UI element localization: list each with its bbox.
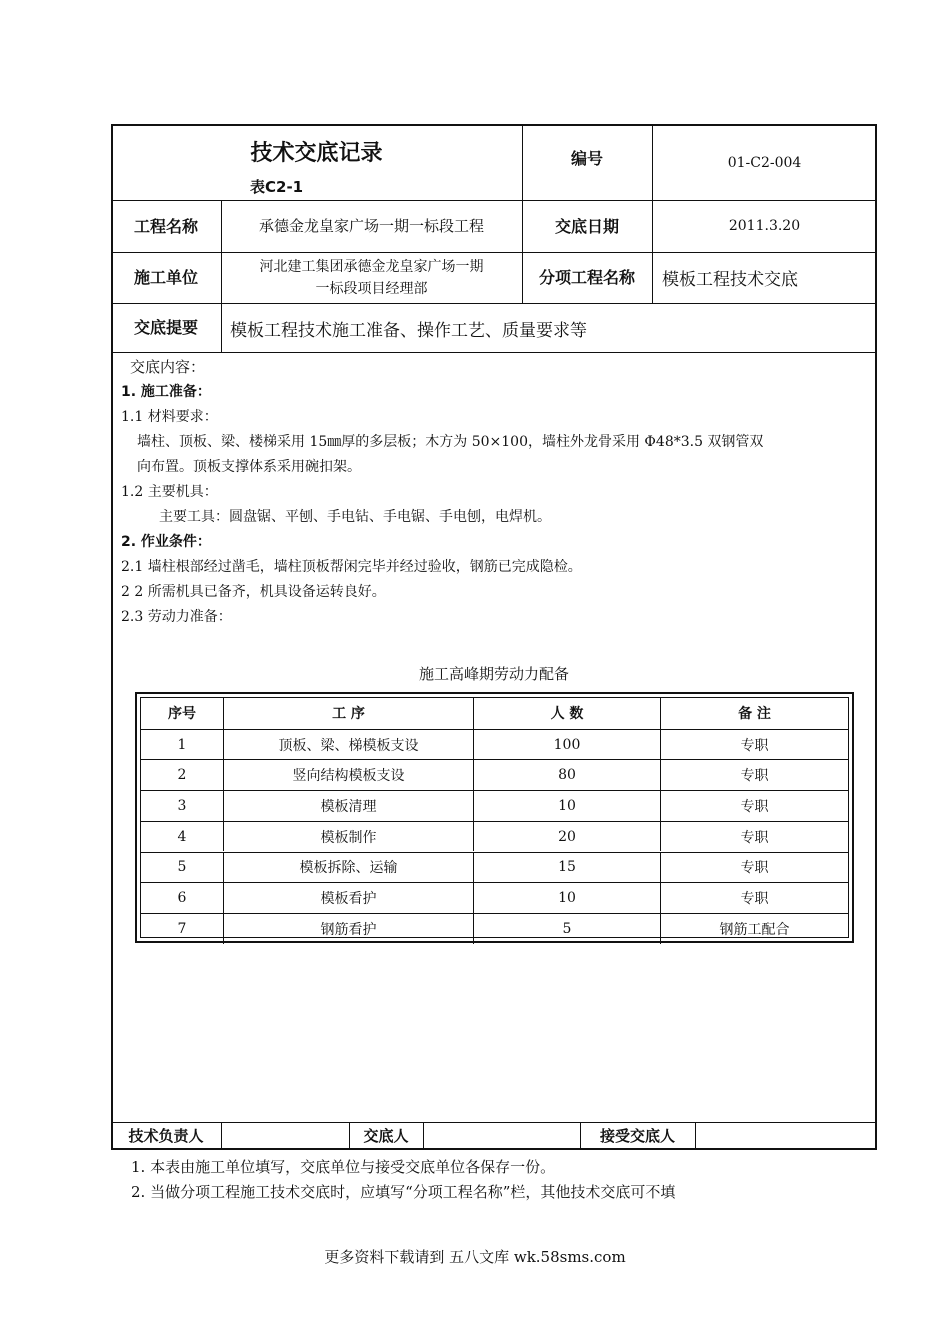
table-cell: 4 [177,828,187,845]
table-row [141,913,848,944]
unit-value-line1: 河北建工集团承德金龙皇家广场一期 [259,259,484,275]
table-cell: 专职 [660,822,848,852]
table-cell: 15 [473,853,660,883]
table-cell: 80 [473,760,660,790]
section-1-1-text: 墙柱、顶板、梁、楼梯采用 15㎜厚的多层板；木方为 50×100，墙柱外龙骨采用 Φ48*3.5 双钢管双 [137,434,764,450]
summary-value: 模板工程技术施工准备、操作工艺、质量要求等 [230,321,587,341]
date-value: 2011.3.20 [728,218,801,235]
table-header-cell: 序号 [168,706,196,723]
section-2-2: 2 2 所需机具已备齐，机具设备运转良好。 [121,584,386,600]
table-cell: 专职 [660,791,848,821]
table-header-cell: 工 序 [223,698,473,729]
tech-lead-label: 技术负责人 [128,1126,204,1145]
table-header-row [141,698,848,729]
section-2-title: 2. 作业条件： [121,534,211,550]
table-cell: 钢筋工配合 [660,914,848,944]
unit-value [221,256,522,300]
grid-line [695,1122,696,1150]
grid-line [423,1122,424,1150]
table-cell: 专职 [660,883,848,913]
table-cell: 钢筋看护 [223,914,473,944]
unit-value-line2: 一标段项目经理部 [315,281,428,297]
project-name-value: 承德金龙皇家广场一期一标段工程 [258,217,484,236]
table-cell: 顶板、梁、梯模板支设 [223,730,473,760]
table-row [141,852,848,883]
table-cell: 竖向结构模板支设 [223,760,473,790]
section-1-1-text-cont: 向布置。顶板支撑体系采用碗扣架。 [137,459,361,475]
section-1-2: 1.2 主要机具： [121,484,218,500]
labor-table-inner [140,697,849,938]
project-name-label: 工程名称 [133,216,198,236]
summary-label: 交底提要 [133,318,198,338]
section-1-2-text: 主要工具：圆盘锯、平刨、手电钻、手电锯、手电刨，电焊机。 [159,509,551,525]
labor-table-caption: 施工高峰期劳动力配备 [418,665,569,683]
note-1: 1. 本表由施工单位填写，交底单位与接受交底单位各保存一份。 [131,1158,556,1176]
number-label: 编号 [570,149,603,169]
grid-line [221,1122,222,1150]
table-header-cell: 人 数 [473,698,660,729]
form-subtitle: 表C2-1 [250,178,304,196]
section-2-1: 2.1 墙柱根部经过凿毛，墙柱顶板帮闲完毕并经过验收，钢筋已完成隐检。 [121,559,582,575]
footer-download-text: 更多资料下载请到 五八文库 wk.58sms.com [324,1248,626,1266]
form-title: 技术交底记录 [250,141,383,166]
table-cell: 专职 [660,853,848,883]
table-cell: 5 [473,914,660,944]
table-row [141,729,848,760]
table-cell: 模板制作 [223,822,473,852]
table-cell: 专职 [660,730,848,760]
table-cell: 100 [473,730,660,760]
table-cell: 7 [177,920,187,937]
section-2-3: 2.3 劳动力准备： [121,609,232,625]
table-cell: 模板看护 [223,883,473,913]
receiver-label: 接受交底人 [599,1126,675,1145]
table-cell: 20 [473,822,660,852]
grid-line [111,352,877,353]
table-cell: 专职 [660,760,848,790]
table-cell: 5 [177,859,187,876]
sub-project-label: 分项工程名称 [538,268,635,288]
unit-label: 施工单位 [133,268,198,288]
table-cell: 1 [177,736,187,753]
number-value: 01-C2-004 [727,154,802,171]
date-label: 交底日期 [554,216,619,236]
grid-line [111,252,877,253]
note-2: 2. 当做分项工程施工技术交底时，应填写“分项工程名称”栏，其他技术交底可不填 [131,1183,676,1201]
table-header-cell: 备 注 [660,698,848,729]
discloser-label: 交底人 [363,1126,409,1145]
table-cell: 模板清理 [223,791,473,821]
table-cell: 3 [177,797,187,814]
table-row [141,790,848,821]
sub-project-value: 模板工程技术交底 [662,270,798,290]
table-cell: 6 [177,890,187,907]
table-row [141,821,848,852]
section-1-title: 1. 施工准备： [121,384,211,400]
labor-table [135,692,854,943]
grid-line [111,1122,877,1123]
section-1-1: 1.1 材料要求： [121,409,218,425]
grid-line [111,303,877,304]
table-cell: 10 [473,883,660,913]
table-cell: 模板拆除、运输 [223,853,473,883]
table-cell: 2 [177,767,187,784]
table-cell: 10 [473,791,660,821]
table-row [141,759,848,790]
table-row [141,882,848,913]
content-heading: 交底内容： [130,358,206,376]
